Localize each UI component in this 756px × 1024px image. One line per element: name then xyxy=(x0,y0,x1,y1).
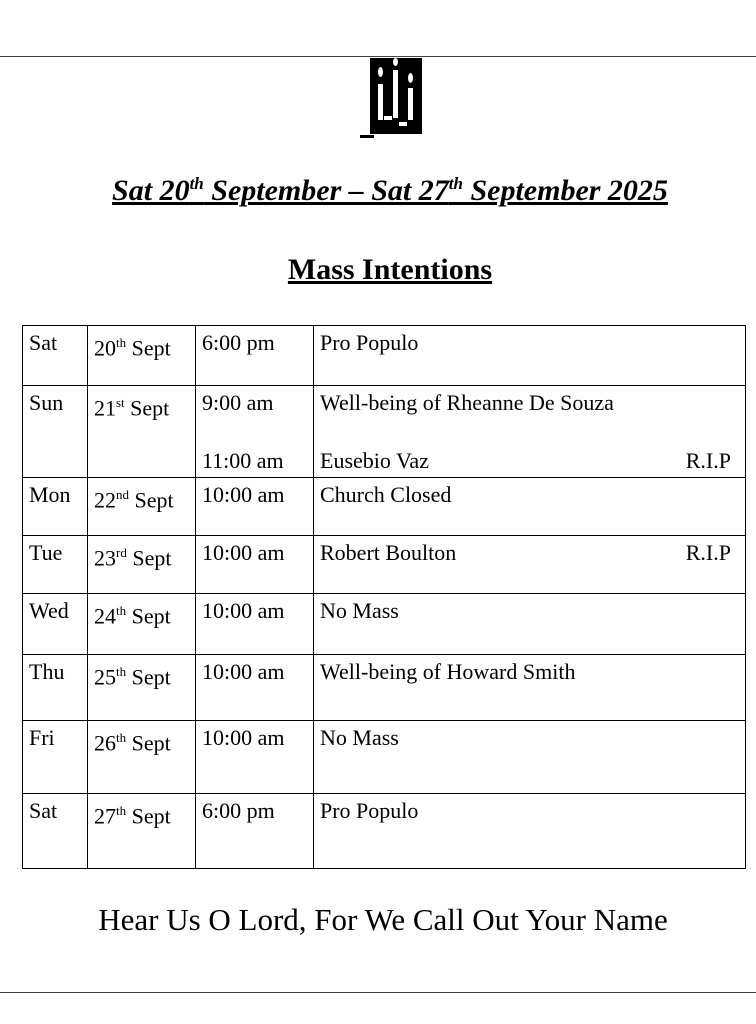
time-cell xyxy=(196,478,314,536)
intention-cell xyxy=(314,536,746,594)
top-rule xyxy=(0,56,756,57)
intention-cell xyxy=(314,721,746,794)
table-row xyxy=(23,326,746,386)
table-row xyxy=(23,655,746,721)
intention-cell xyxy=(314,386,746,478)
mass-time: 9:00 am xyxy=(202,390,274,415)
date-cell: 20th Sept xyxy=(88,326,196,386)
intention-cell xyxy=(314,794,746,869)
date-cell: 23rd Sept xyxy=(88,536,196,594)
intention-text: Church Closed xyxy=(320,482,452,507)
time-cell xyxy=(196,536,314,594)
mass-time: 6:00 pm xyxy=(202,798,275,823)
date-cell: 25th Sept xyxy=(88,655,196,721)
closing-prayer: Hear Us O Lord, For We Call Out Your Name xyxy=(98,902,668,937)
intention-cell xyxy=(314,326,746,386)
mass-time: 10:00 am xyxy=(202,725,285,750)
table-row xyxy=(23,794,746,869)
candles-icon xyxy=(360,58,424,142)
day-cell: Sat xyxy=(23,794,88,869)
day-cell: Sun xyxy=(23,386,88,478)
time-cell xyxy=(196,386,314,478)
time-cell xyxy=(196,326,314,386)
intention-text: No Mass xyxy=(320,725,399,750)
day-cell: Wed xyxy=(23,594,88,655)
time-cell xyxy=(196,594,314,655)
intention-text: Pro Populo xyxy=(320,798,419,823)
table-row xyxy=(23,721,746,794)
mass-intentions-table xyxy=(22,325,746,869)
date-cell: 26th Sept xyxy=(88,721,196,794)
day-cell: Thu xyxy=(23,655,88,721)
intention-text: Pro Populo xyxy=(320,330,419,355)
date-cell: 22nd Sept xyxy=(88,478,196,536)
time-cell xyxy=(196,655,314,721)
intention-text: Well-being of Rheanne De Souza xyxy=(320,390,614,415)
intention-text: No Mass xyxy=(320,598,399,623)
bottom-rule xyxy=(0,992,756,993)
table-row xyxy=(23,594,746,655)
table-row xyxy=(23,478,746,536)
day-cell: Fri xyxy=(23,721,88,794)
day-cell: Sat xyxy=(23,326,88,386)
mass-time: 10:00 am xyxy=(202,482,285,507)
page-title: Mass Intentions xyxy=(287,253,493,286)
mass-time: 6:00 pm xyxy=(202,330,275,355)
intention-text: Robert Boulton xyxy=(320,540,457,565)
table-row xyxy=(23,536,746,594)
mass-time: 10:00 am xyxy=(202,659,285,684)
mass-time: 10:00 am xyxy=(202,540,285,565)
mass-time: 10:00 am xyxy=(202,598,285,623)
intention-cell xyxy=(314,655,746,721)
date-cell: 24th Sept xyxy=(88,594,196,655)
intention-text: Well-being of Howard Smith xyxy=(320,659,576,684)
time-cell xyxy=(196,721,314,794)
table-row xyxy=(23,386,746,478)
mass-time: 11:00 am xyxy=(202,448,284,473)
rip-note: R.I.P xyxy=(685,448,731,473)
intention-text: Eusebio Vaz xyxy=(320,448,429,473)
date-range-heading: Sat 20th September – Sat 27th September 2025 xyxy=(112,174,668,207)
date-cell: 21st Sept xyxy=(88,386,196,478)
day-cell: Tue xyxy=(23,536,88,594)
intention-cell xyxy=(314,478,746,536)
rip-note: R.I.P xyxy=(685,540,731,565)
time-cell xyxy=(196,794,314,869)
intention-cell xyxy=(314,594,746,655)
day-cell: Mon xyxy=(23,478,88,536)
date-cell: 27th Sept xyxy=(88,794,196,869)
